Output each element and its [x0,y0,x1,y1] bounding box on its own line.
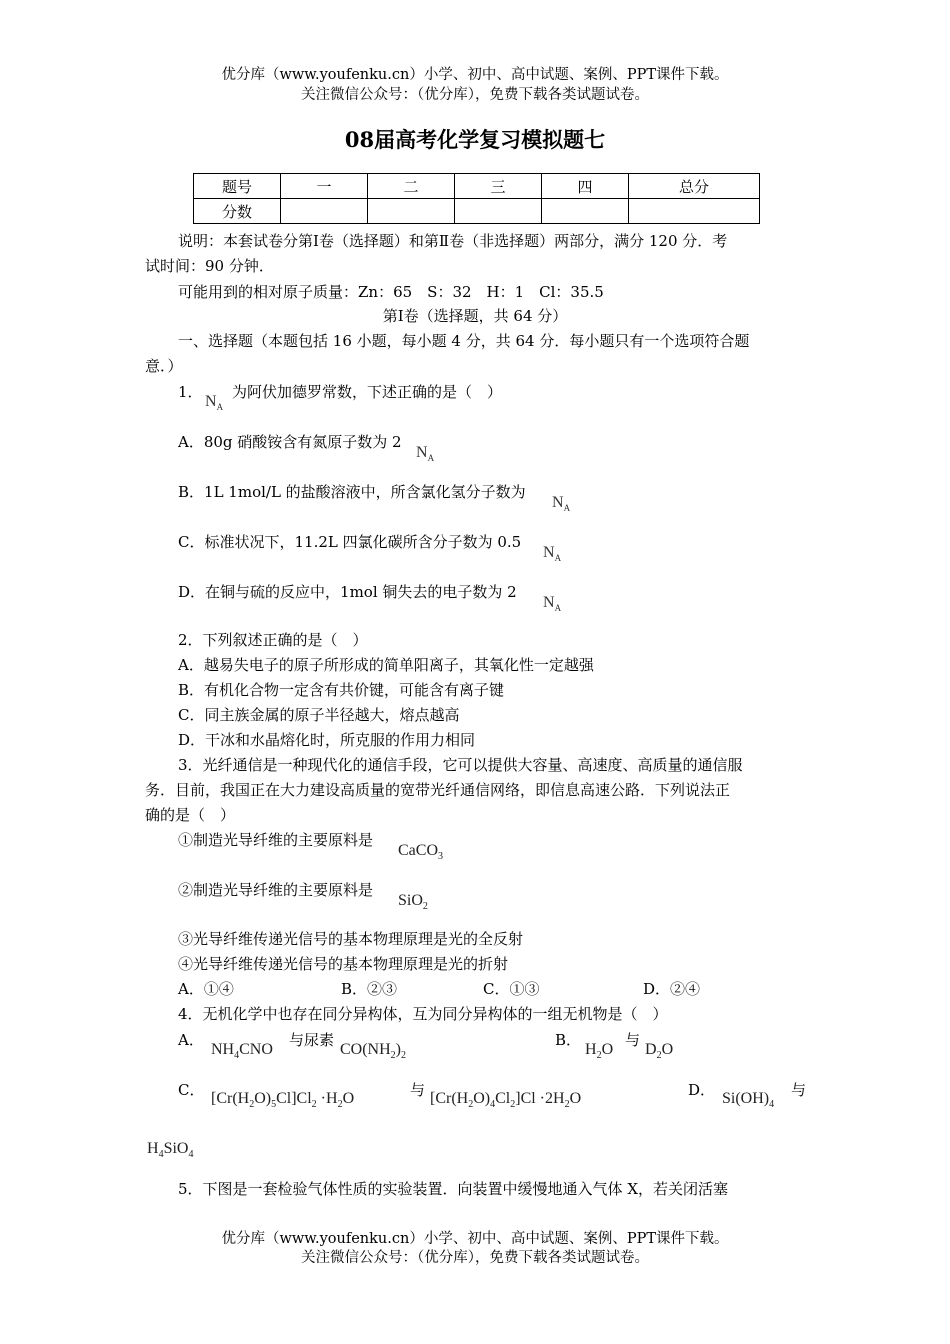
q3-formula-caco3: CaCO$_3$ [398,842,443,863]
q1-option-d-na: $N_A$ [543,594,562,614]
q4-option-b-formula-1: $H_2O$ [585,1041,614,1062]
q1-option-a-na: $N_A$ [416,444,435,464]
q3-formula-sio2: SiO$_2$ [398,892,428,913]
q1-na-symbol: $N_A$ [205,393,224,413]
q3-statement-1: ①制造光导纤维的主要原料是 [178,831,374,849]
page-footer-line2: 关注微信公众号：（优分库），免费下载各类试题试卷。 [301,1250,649,1266]
q4-option-a-label: A． [178,1031,204,1049]
q4-option-b-connector: 与 [625,1031,641,1049]
exam-note-2: 试时间：90 分钟． [145,257,274,275]
score-cell: 分数 [194,199,281,224]
page-header-line2: 关注微信公众号：（优分库），免费下载各类试题试卷。 [301,87,649,103]
q1-option-b: B．1L 1mol/L 的盐酸溶液中，所含氯化氢分子数为 [178,483,526,501]
score-input-cell [368,199,455,224]
q3-option-c: C．①③ [483,980,540,998]
q4-option-d-formula-2: $H_4SiO_4$ [147,1140,194,1161]
q4-option-d-label: D． [688,1081,716,1099]
q3-statement-4: ④光导纤维传递光信号的基本物理原理是光的折射 [178,955,509,973]
score-cell: 二 [368,174,455,199]
q3-option-a: A．①④ [178,980,234,998]
q1-number: 1． [178,383,203,401]
score-table-score-row [194,199,760,224]
q3-statement-3: ③光导纤维传递光信号的基本物理原理是光的全反射 [178,930,524,948]
q4-option-c-formula-1: $[Cr(H_2O)_5Cl]Cl_2 \cdot H_2O$ [211,1090,355,1111]
q4-option-d-connector: 与 [791,1081,807,1099]
q2-option-d: D．干冰和水晶熔化时，所克服的作用力相同 [178,731,476,749]
q4-option-b-formula-2: $D_2O$ [645,1041,674,1062]
q4-option-c-connector: 与 [410,1081,426,1099]
q2-option-c: C．同主族金属的原子半径越大，熔点越高 [178,706,460,724]
q4-option-a-connector: 与尿素 [289,1031,335,1049]
score-cell: 四 [542,174,629,199]
q5-stem: 5．下图是一套检验气体性质的实验装置．向装置中缓慢地通入气体 X，若关闭活塞 [178,1180,728,1198]
q1-stem: 为阿伏加德罗常数，下述正确的是（ ） [232,383,503,401]
score-cell: 题号 [194,174,281,199]
q2-option-b: B．有机化合物一定含有共价键，可能含有离子键 [178,681,505,699]
q3-option-b: B．②③ [341,980,398,998]
atomic-mass-line: 可能用到的相对原子质量：Zn：65 S：32 H：1 Cl：35.5 [178,283,604,301]
score-cell: 一 [281,174,368,199]
score-input-cell [281,199,368,224]
score-table [193,173,760,224]
q1-option-b-na: $N_A$ [552,494,571,514]
q3-stem-1: 3．光纤通信是一种现代化的通信手段，它可以提供大容量、高速度、高质量的通信服 [178,756,743,774]
q2-stem: 2．下列叙述正确的是（ ） [178,631,368,649]
q4-option-c-label: C． [178,1081,205,1099]
page-title: 08届高考化学复习模拟题七 [344,127,606,152]
exam-note-1: 说明：本套试卷分第Ⅰ卷（选择题）和第Ⅱ卷（非选择题）两部分，满分 120 分．考 [178,232,728,250]
q2-option-a: A．越易失电子的原子所形成的简单阳离子，其氧化性一定越强 [178,656,594,674]
q4-option-a-formula-1: $NH_4CNO$ [211,1041,273,1062]
q4-option-a-formula-2: $CO(NH_2)_2$ [340,1041,406,1062]
q4-option-c-formula-2: $[Cr(H_2O)_4Cl_2]Cl \cdot 2H_2O$ [430,1090,582,1111]
page-footer-line1: 优分库（www.youfenku.cn）小学、初中、高中试题、案例、PPT课件下载。 [221,1231,729,1247]
section-1-intro-cont: 意．） [145,357,183,375]
page-header-line1: 优分库（www.youfenku.cn）小学、初中、高中试题、案例、PPT课件下载。 [221,67,729,83]
score-input-cell [542,199,629,224]
q4-option-d-formula-1: $Si(OH)_4$ [722,1090,775,1111]
score-table-header-row [194,174,760,199]
q3-statement-2: ②制造光导纤维的主要原料是 [178,881,374,899]
score-cell: 总分 [629,174,760,199]
q1-option-d: D．在铜与硫的反应中，1mol 铜失去的电子数为 2 [178,583,517,601]
q4-option-b-label: B． [555,1031,582,1049]
q1-option-c: C．标准状况下，11.2L 四氯化碳所含分子数为 0.5 [178,533,522,551]
score-input-cell [455,199,542,224]
score-input-cell [629,199,760,224]
score-cell: 三 [455,174,542,199]
q3-stem-3: 确的是（ ） [145,806,236,824]
volume-1-heading: 第Ⅰ卷（选择题，共 64 分） [382,307,568,325]
q1-option-a: A．80g 硝酸铵含有氮原子数为 2 [178,433,402,451]
section-1-intro: 一、选择题（本题包括 16 小题，每小题 4 分，共 64 分．每小题只有一个选项符合题 [178,332,750,350]
q1-option-c-na: $N_A$ [543,544,562,564]
q3-stem-2: 务．目前，我国正在大力建设高质量的宽带光纤通信网络，即信息高速公路．下列说法正 [145,781,731,799]
q4-stem: 4．无机化学中也存在同分异构体，互为同分异构体的一组无机物是（ ） [178,1005,668,1023]
q3-option-d: D．②④ [643,980,701,998]
